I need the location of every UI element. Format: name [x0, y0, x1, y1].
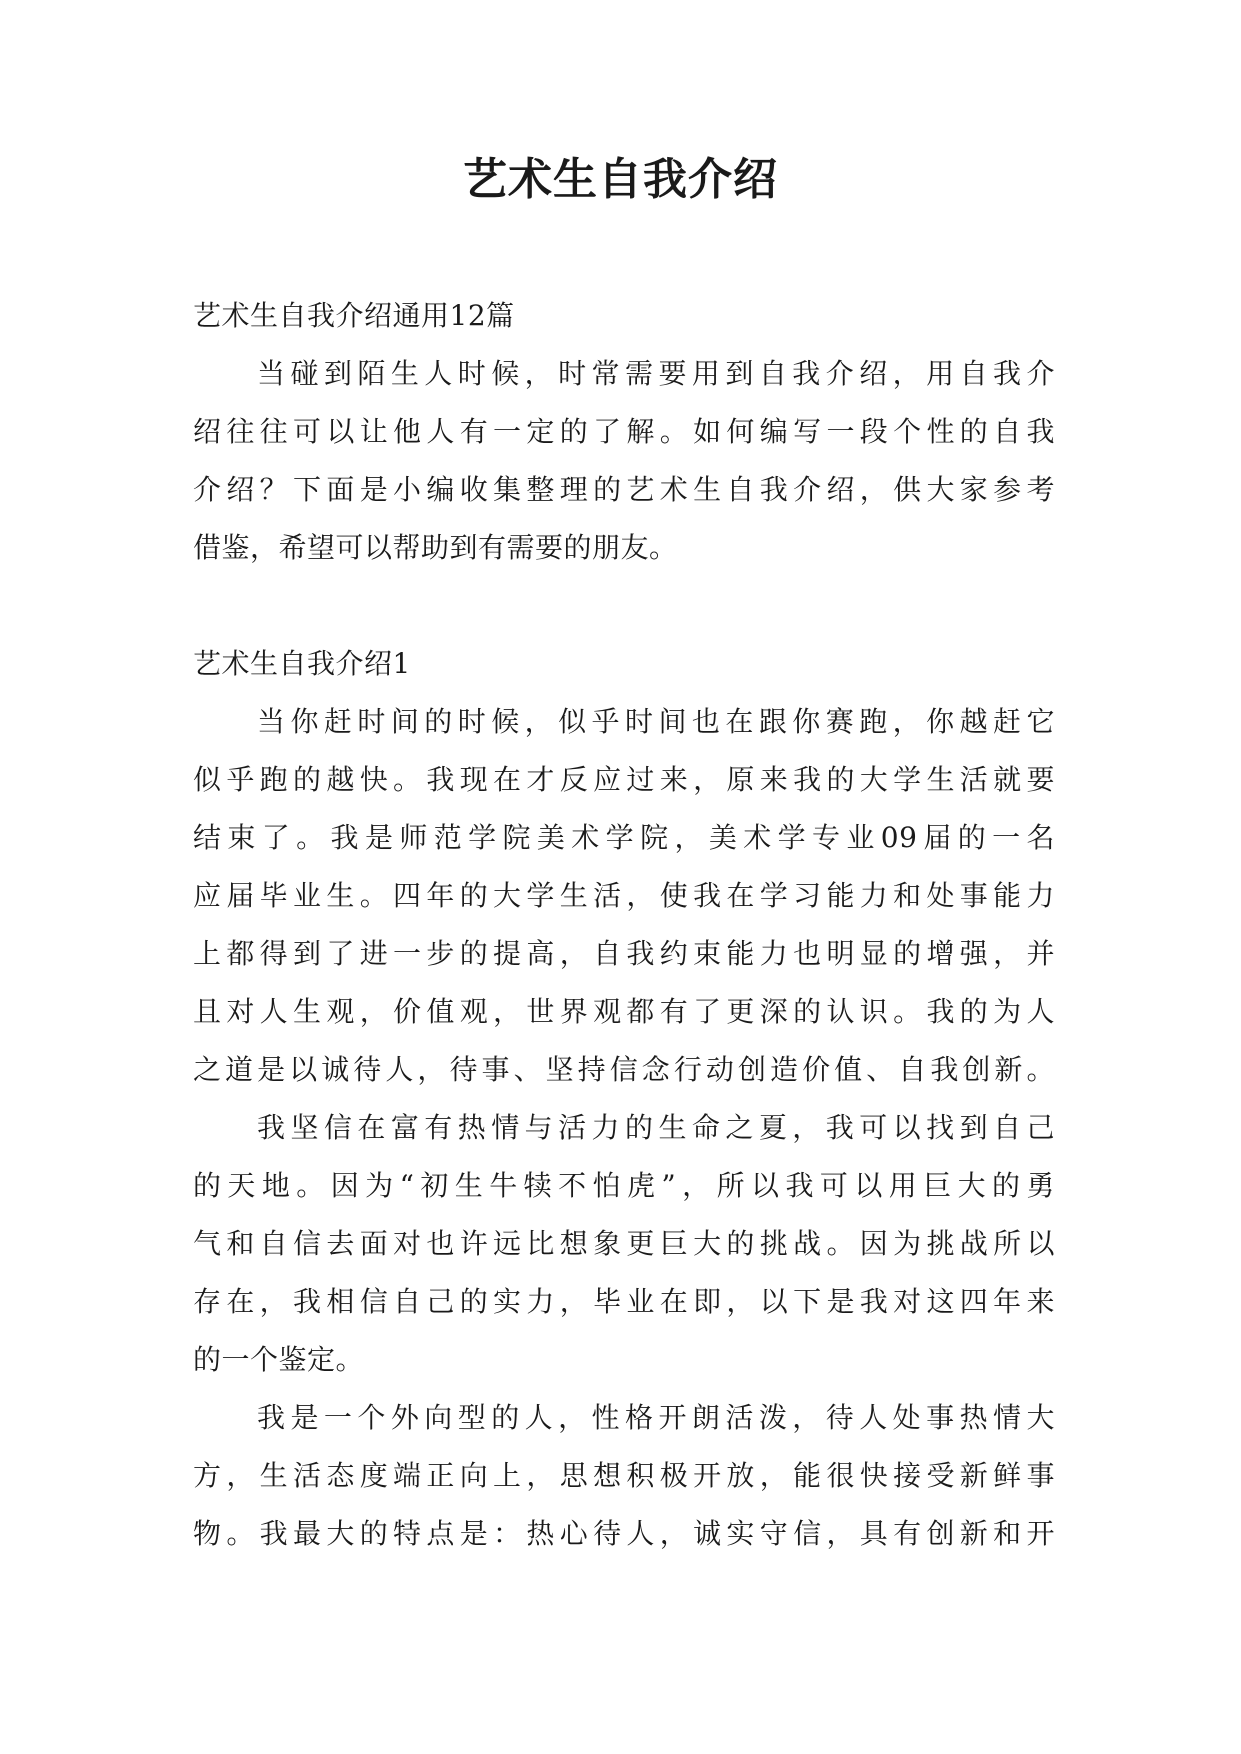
paragraph-line: 我坚信在富有热情与活力的生命之夏，我可以找到自己 — [257, 1111, 1055, 1144]
paragraph-line: 借鉴，希望可以帮助到有需要的朋友。 — [193, 531, 678, 564]
paragraph-line: 介绍？下面是小编收集整理的艺术生自我介绍，供大家参考 — [193, 473, 1055, 506]
paragraph-line: 我是一个外向型的人，性格开朗活泼，待人处事热情大 — [257, 1401, 1055, 1434]
paragraph-line: 存在，我相信自己的实力，毕业在即，以下是我对这四年来 — [193, 1285, 1055, 1318]
spacer — [193, 577, 1055, 635]
section-heading: 艺术生自我介绍1 — [193, 647, 411, 680]
intro-paragraph — [193, 345, 1055, 577]
paragraph-line: 的一个鉴定。 — [193, 1343, 365, 1376]
document-subtitle: 艺术生自我介绍通用12篇 — [193, 299, 515, 332]
paragraph-line: 物。我最大的特点是：热心待人，诚实守信，具有创新和开 — [193, 1517, 1055, 1550]
section1-paragraph-2 — [193, 1099, 1055, 1389]
paragraph-line: 且对人生观，价值观，世界观都有了更深的认识。我的为人 — [193, 995, 1055, 1028]
paragraph-line: 当你赶时间的时候，似乎时间也在跟你赛跑，你越赶它 — [257, 705, 1055, 738]
section1-paragraph-3 — [193, 1389, 1055, 1563]
paragraph-line: 方，生活态度端正向上，思想积极开放，能很快接受新鲜事 — [193, 1459, 1055, 1492]
paragraph-line: 绍往往可以让他人有一定的了解。如何编写一段个性的自我 — [193, 415, 1055, 448]
paragraph-line: 上都得到了进一步的提高，自我约束能力也明显的增强，并 — [193, 937, 1055, 970]
paragraph-line: 结束了。我是师范学院美术学院，美术学专业09届的一名 — [193, 821, 1055, 854]
paragraph-line: 的天地。因为“初生牛犊不怕虎”，所以我可以用巨大的勇 — [193, 1169, 1055, 1202]
paragraph-line: 应届毕业生。四年的大学生活，使我在学习能力和处事能力 — [193, 879, 1055, 912]
paragraph-line: 气和自信去面对也许远比想象更巨大的挑战。因为挑战所以 — [193, 1227, 1055, 1260]
document-title: 艺术生自我介绍 — [463, 154, 778, 205]
document-body — [193, 287, 1055, 1563]
section1-paragraph-1 — [193, 693, 1055, 1099]
paragraph-line: 之道是以诚待人，待事、坚持信念行动创造价值、自我创新。 — [193, 1053, 1055, 1086]
paragraph-line: 当碰到陌生人时候，时常需要用到自我介绍，用自我介 — [257, 357, 1055, 390]
paragraph-line: 似乎跑的越快。我现在才反应过来，原来我的大学生活就要 — [193, 763, 1055, 796]
